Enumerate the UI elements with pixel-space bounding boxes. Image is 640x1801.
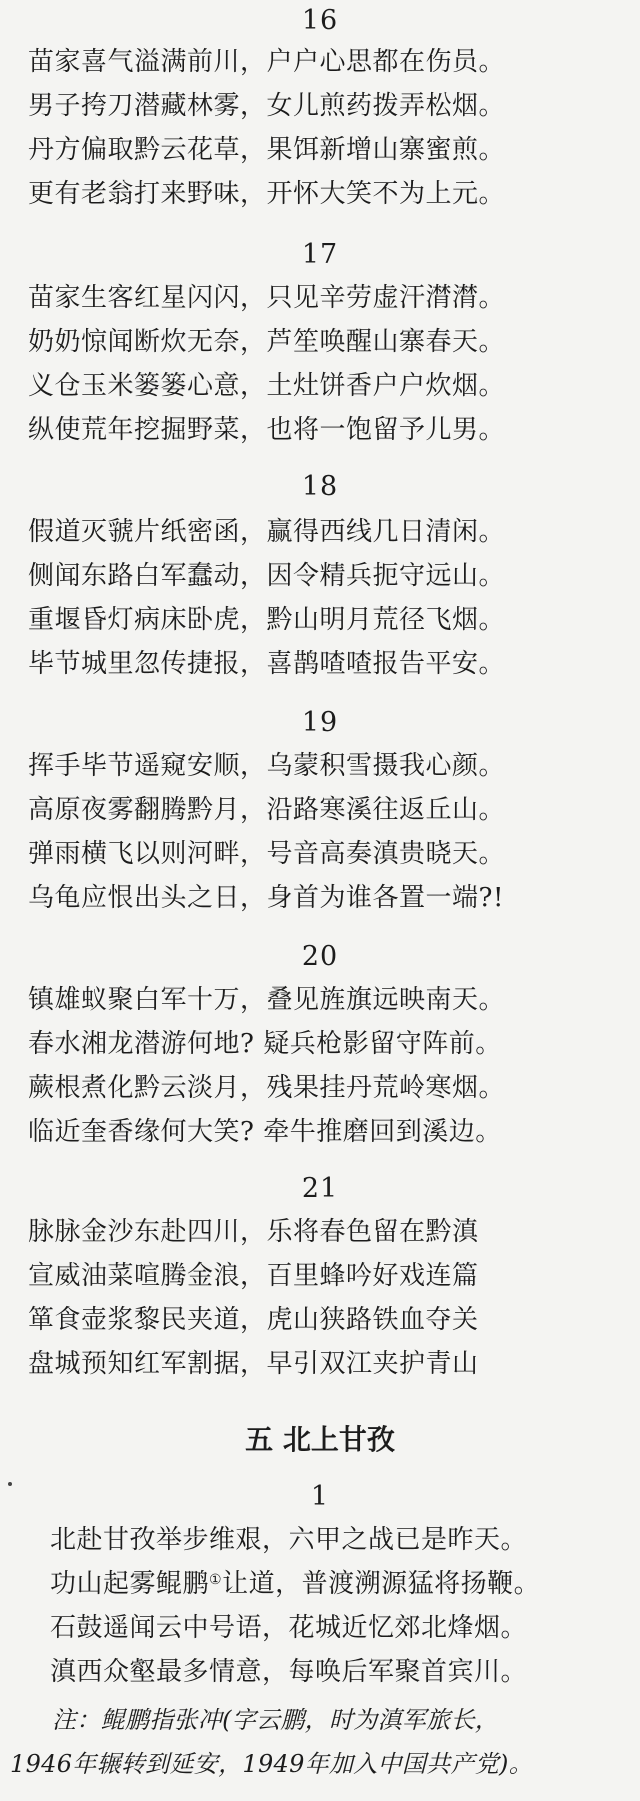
poem-line: 苗家生客红星闪闪，只见辛劳虚汗潸潸。 (28, 283, 506, 313)
poem-line: 侧闻东路白军蠢动，因令精兵扼守远山。 (28, 561, 506, 591)
poem-number: 16 (301, 5, 339, 36)
poem-line: 丹方偏取黔云花草，果饵新增山寨蜜煎。 (28, 135, 506, 165)
poem-line: 石鼓遥闻云中号语，花城近忆郊北烽烟。 (50, 1613, 528, 1643)
poem-line: 假道灭虢片纸密函，赢得西线几日清闲。 (28, 517, 506, 547)
footnote-marker: ① (209, 1572, 223, 1588)
poem-number: 19 (301, 707, 339, 738)
poem-number: 17 (301, 239, 339, 270)
section-title: 五 北上甘孜 (245, 1423, 395, 1456)
poem-line: 宣威油菜喧腾金浪，百里蜂吟好戏连篇 (28, 1261, 479, 1291)
poem-line: 义仓玉米篓篓心意，土灶饼香户户炊烟。 (28, 371, 506, 401)
poem-line: 更有老翁打来野味，开怀大笑不为上元。 (28, 179, 506, 209)
poem-line: 北赴甘孜举步维艰，六甲之战已是昨天。 (50, 1525, 528, 1555)
poem-line: 男子挎刀潜藏林雾，女儿煎药拨弄松烟。 (28, 91, 506, 121)
poem-line-part: 让道，普渡溯源猛将扬鞭。 (222, 1569, 541, 1599)
poem-line: 临近奎香缘何大笑? 牵牛推磨回到溪边。 (28, 1117, 502, 1147)
poem-line (50, 1566, 630, 1602)
poem-line: 乌龟应恨出头之日，身首为谁各置一端?! (28, 883, 504, 913)
poem-number: 18 (301, 471, 339, 502)
poem-line: 毕节城里忽传捷报，喜鹊喳喳报告平安。 (28, 649, 506, 679)
poem-line: 苗家喜气溢满前川，户户心思都在伤员。 (28, 47, 506, 77)
footnote-line: 1946年辗转到延安，1949年加入中国共产党)。 (10, 1750, 534, 1778)
poem-line-part: 功山起雾鲲鹏 (50, 1569, 210, 1599)
poem-line: 奶奶惊闻断炊无奈，芦笙唤醒山寨春天。 (28, 327, 506, 357)
poem-line: 盘城预知红军割据，早引双江夹护青山 (28, 1349, 479, 1379)
poem-line: 重堰昏灯病床卧虎，黔山明月荒径飞烟。 (28, 605, 506, 635)
poem-line: 春水湘龙潜游何地? 疑兵枪影留守阵前。 (28, 1029, 502, 1059)
footnote-line: 注：鲲鹏指张冲(字云鹏，时为滇军旅长， (52, 1706, 500, 1734)
poem-line: 纵使荒年挖掘野菜，也将一饱留予儿男。 (28, 415, 506, 445)
poem-line: 蕨根煮化黔云淡月，残果挂丹荒岭寒烟。 (28, 1073, 506, 1103)
poem-line: 滇西众壑最多情意，每唤后军聚首宾川。 (50, 1657, 528, 1687)
poem-number: 20 (301, 941, 339, 972)
poem-line: 脉脉金沙东赴四川，乐将春色留在黔滇 (28, 1217, 479, 1247)
poem-number: 21 (301, 1173, 339, 1204)
poem-line: 箪食壶浆黎民夹道，虎山狭路铁血夺关 (28, 1305, 479, 1335)
poem-number: 1 (310, 1481, 330, 1512)
poem-line: 镇雄蚁聚白军十万，叠见旌旗远映南天。 (28, 985, 506, 1015)
poem-line: 弹雨横飞以则河畔，号音高奏滇贵晓天。 (28, 839, 506, 869)
poem-line: 挥手毕节遥窥安顺，乌蒙积雪摄我心颜。 (28, 751, 506, 781)
poem-line: 高原夜雾翻腾黔月，沿路寒溪往返丘山。 (28, 795, 506, 825)
